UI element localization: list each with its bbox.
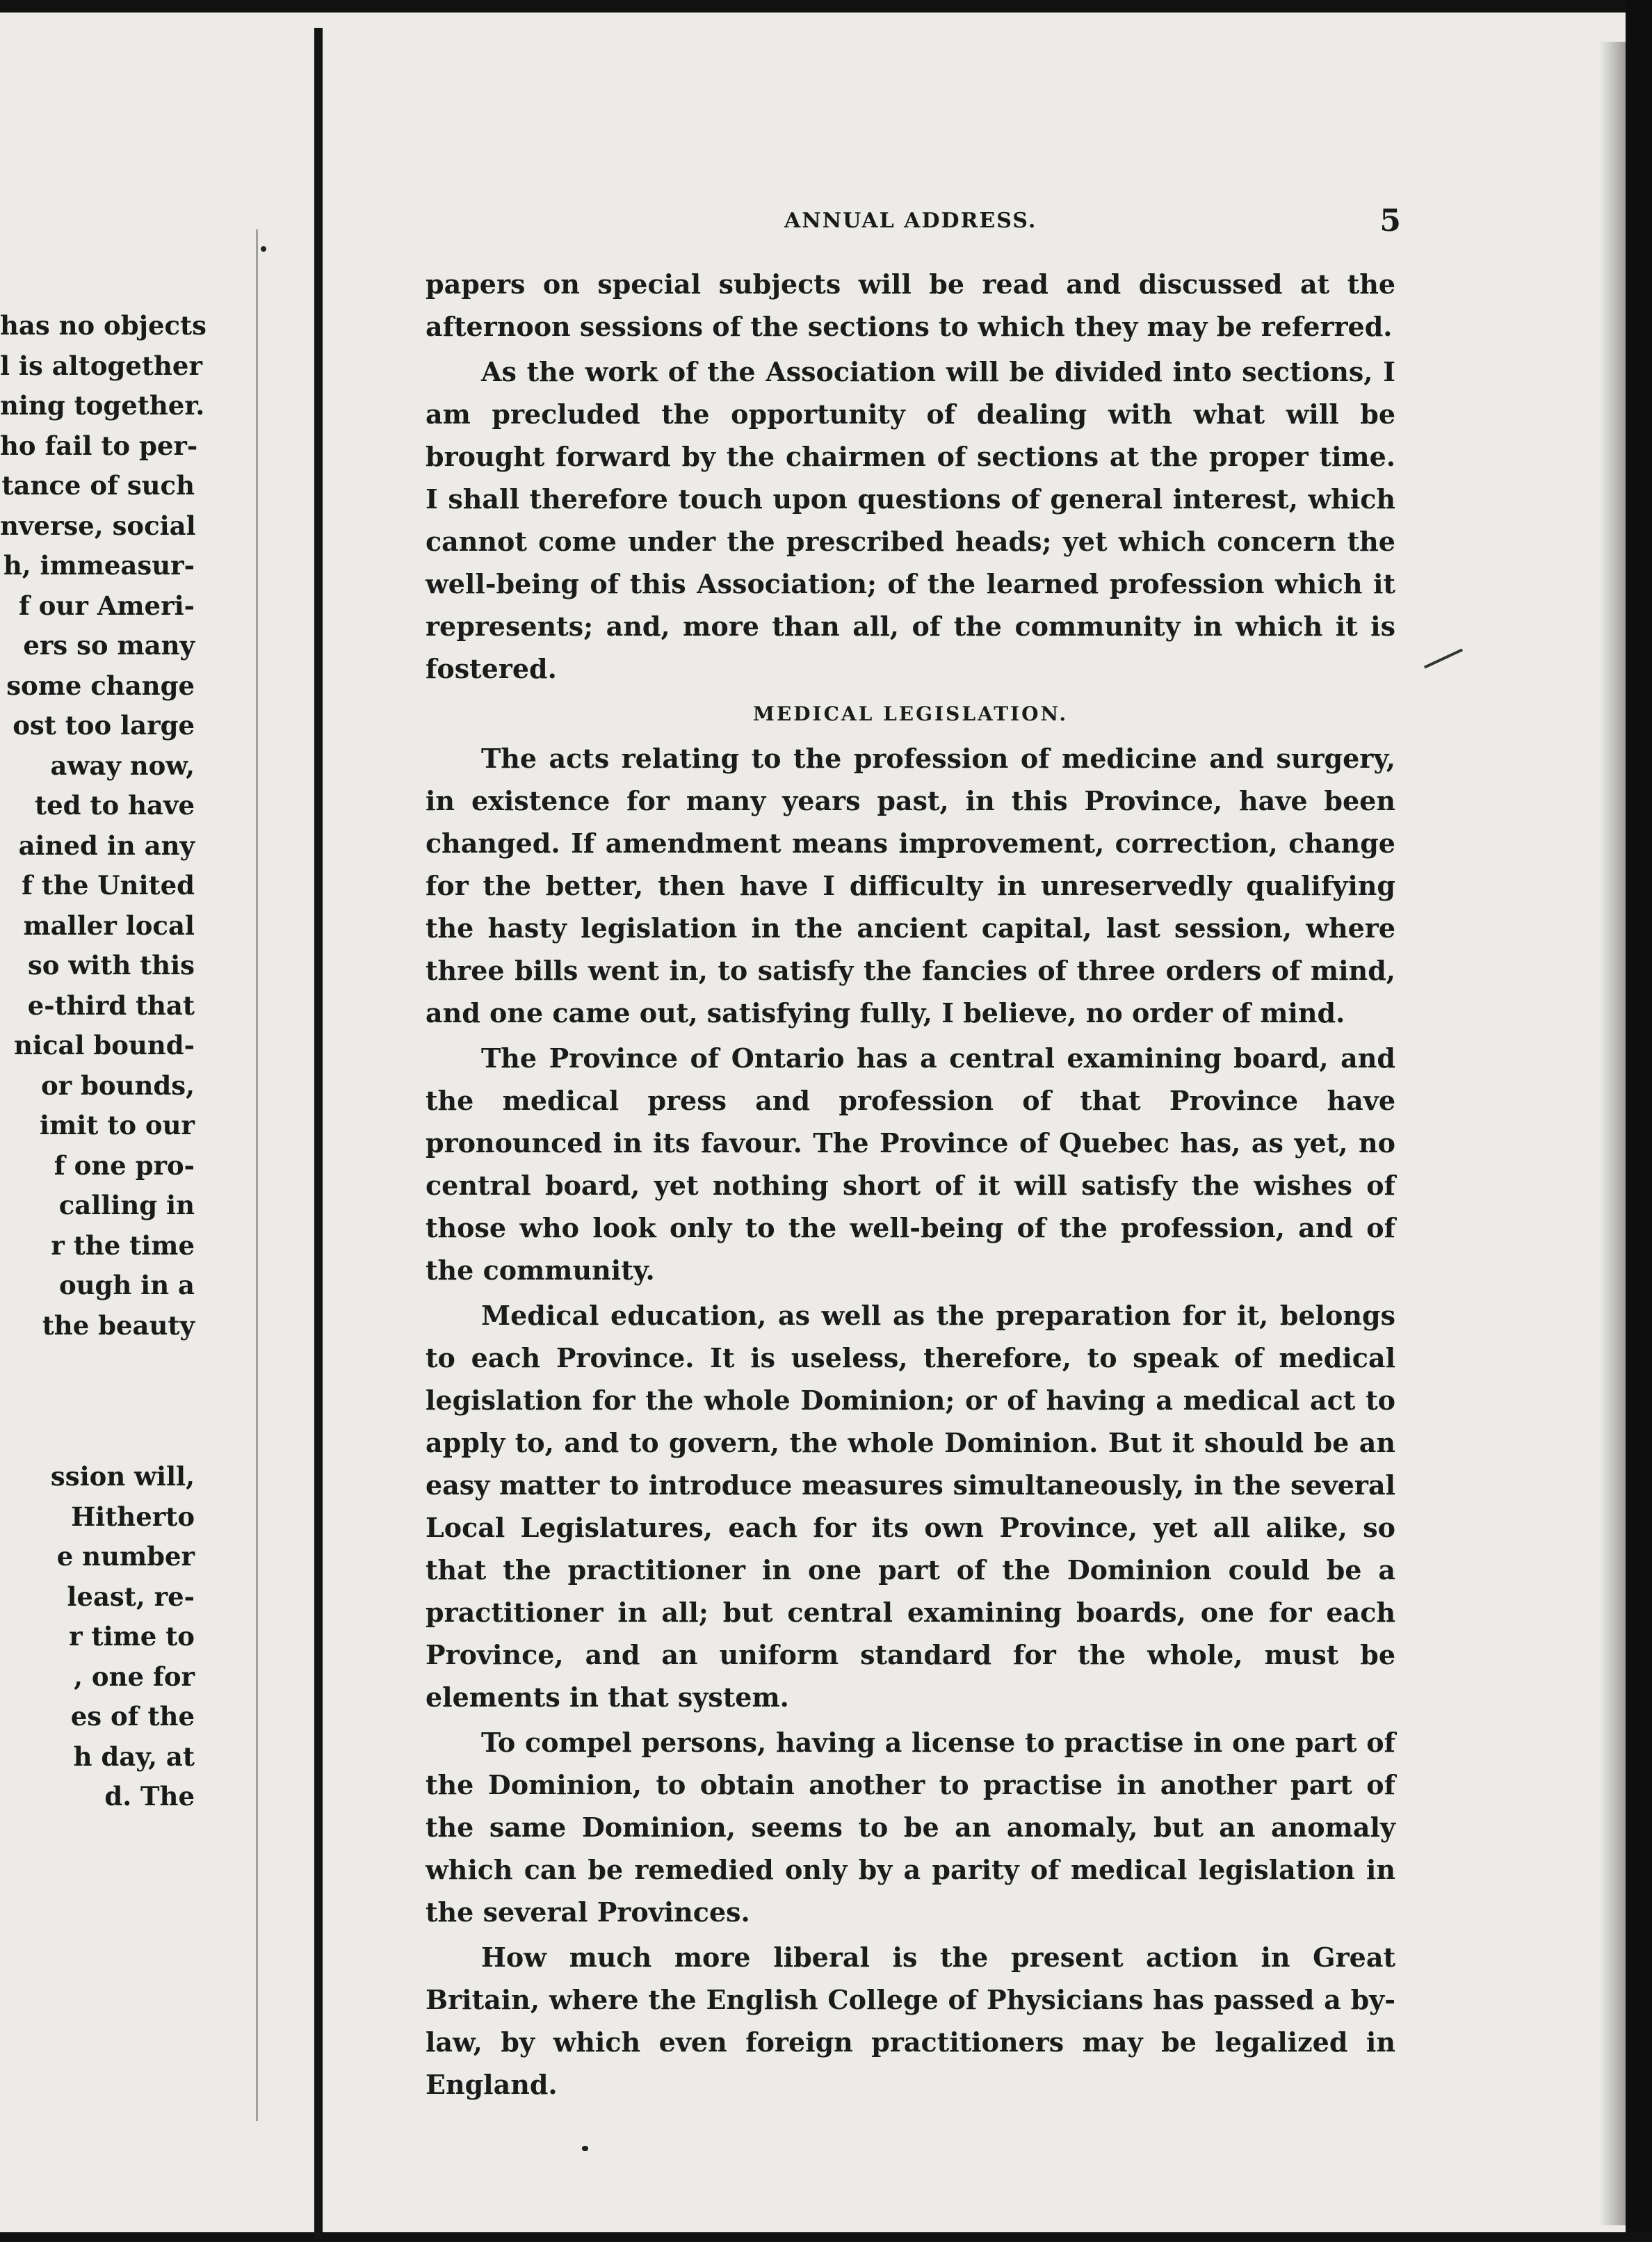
left-page-line: the beauty bbox=[42, 1309, 195, 1341]
book-gutter bbox=[314, 28, 323, 2239]
left-page-fragment bbox=[0, 306, 209, 1817]
ink-speck-bottom bbox=[582, 2146, 588, 2151]
ink-speck bbox=[261, 246, 266, 252]
left-page-line: away now, bbox=[50, 750, 195, 781]
left-page-line: calling in bbox=[58, 1190, 195, 1220]
left-page-line: Hitherto bbox=[71, 1501, 195, 1532]
left-page-line: least, re- bbox=[67, 1581, 195, 1612]
scan-border-bottom bbox=[0, 2232, 1652, 2242]
paragraph-great-britain: How much more liberal is the present action in Great Britain, where the English College of Physicians has passed a by-law, by which even foreign practitioners may be legalized in England. bbox=[426, 1942, 1395, 2100]
section-heading: MEDICAL LEGISLATION. bbox=[752, 702, 1069, 725]
paragraph-acts: The acts relating to the profession of medicine and surgery, in existence for many years past, in this Province, have been changed. If amendment means improvement, correction, change for the better, then have I difficulty in unreservedly qualifying the hasty legislation in the ancient capital, last session, where three bills went in, to satisfy the fancies of three orders of mind, and one came out, satisfying fully, I believe, no order of mind. bbox=[426, 743, 1395, 1029]
left-page-line: ssion will, bbox=[50, 1461, 195, 1492]
running-head: ANNUAL ADDRESS. bbox=[784, 209, 1037, 233]
left-page-line: e number bbox=[56, 1541, 195, 1572]
left-page-line: , one for bbox=[74, 1661, 195, 1692]
left-page-line: maller local bbox=[23, 910, 195, 941]
left-page-line: h, immeasur- bbox=[3, 550, 195, 581]
left-page-line: some change bbox=[6, 670, 195, 701]
left-page-line: or bounds, bbox=[41, 1070, 195, 1101]
left-page-line: nverse, social bbox=[0, 510, 196, 541]
left-page-line: r time to bbox=[69, 1621, 195, 1652]
left-page-line: ers so many bbox=[23, 630, 195, 661]
paragraph-continuation: papers on special subjects will be read and discussed at the afternoon sessions of the sections to which they may be referred. bbox=[426, 268, 1395, 342]
left-page-line: r the time bbox=[51, 1229, 195, 1261]
left-page-line: h day, at bbox=[73, 1741, 195, 1772]
gutter-shadow bbox=[256, 229, 258, 2121]
scan-border-top bbox=[0, 0, 1652, 13]
page-edge-shadow bbox=[1599, 42, 1627, 2225]
left-page-line: ough in a bbox=[58, 1270, 195, 1300]
left-page-line: ning together. bbox=[0, 390, 205, 421]
left-page-line: nical bound- bbox=[14, 1030, 195, 1060]
scan-border-right bbox=[1626, 0, 1652, 2242]
left-page-line: f our Ameri- bbox=[18, 590, 195, 621]
left-page-line: has no objects bbox=[0, 310, 206, 341]
paragraph-association-sections: As the work of the Association will be divided into sections, I am precluded the opportunity of dealing with what will be brought forward by the chairmen of sections at the proper time. I shall therefore touch upon questions of general interest, which cannot come under the prescribed heads; yet which concern the well-being of this Association; of the learned profession which it represents; and, more than all, of the community in which it is fostered. bbox=[426, 356, 1395, 684]
left-page-line: ost too large bbox=[13, 710, 195, 741]
left-page-line: so with this bbox=[27, 950, 195, 981]
left-page-line: e-third that bbox=[27, 990, 195, 1021]
left-page-line: imit to our bbox=[40, 1110, 195, 1140]
left-page-line: d. The bbox=[104, 1781, 195, 1812]
page-header bbox=[431, 203, 1401, 245]
left-page-line: ho fail to per- bbox=[0, 430, 198, 461]
left-page-line: es of the bbox=[70, 1701, 195, 1732]
left-page-line: f the United bbox=[22, 870, 195, 901]
paragraph-ontario: The Province of Ontario has a central examining board, and the medical press and profession of that Province have pronounced in its favour. The Province of Quebec has, as yet, no central board, yet nothing short of it will satisfy the wishes of those who look only to the well-being of the profession, and of the community. bbox=[426, 1042, 1395, 1286]
left-page-line: f one pro- bbox=[54, 1150, 195, 1181]
paragraph-license: To compel persons, having a license to practise in one part of the Dominion, to obtain another to practise in another part of the same Dominion, seems to be an anomaly, but an anomaly which can be remedied only by a parity of medical legislation in the several Provinces. bbox=[426, 1727, 1395, 1928]
left-page-line: tance of such bbox=[1, 470, 195, 501]
page-number: 5 bbox=[1379, 203, 1401, 239]
left-page-line: ted to have bbox=[35, 790, 195, 821]
paragraph-medical-education: Medical education, as well as the preparation for it, belongs to each Province. It is useless, therefore, to speak of medical legislation for the whole Dominion; or of having a medical act to apply to, and to govern, the whole Dominion. But it should be an easy matter to introduce measures simultaneously, in the several Local Legislatures, each for its own Province, yet all alike, so that the practitioner in one part of the Dominion could be a practitioner in all; but central examining boards, one for each Province, and an uniform standard for the whole, must be elements in that system. bbox=[426, 1300, 1395, 1713]
left-page-line: l is altogether bbox=[0, 350, 202, 381]
page-body bbox=[426, 263, 1395, 2106]
left-page-line: ained in any bbox=[18, 830, 195, 861]
